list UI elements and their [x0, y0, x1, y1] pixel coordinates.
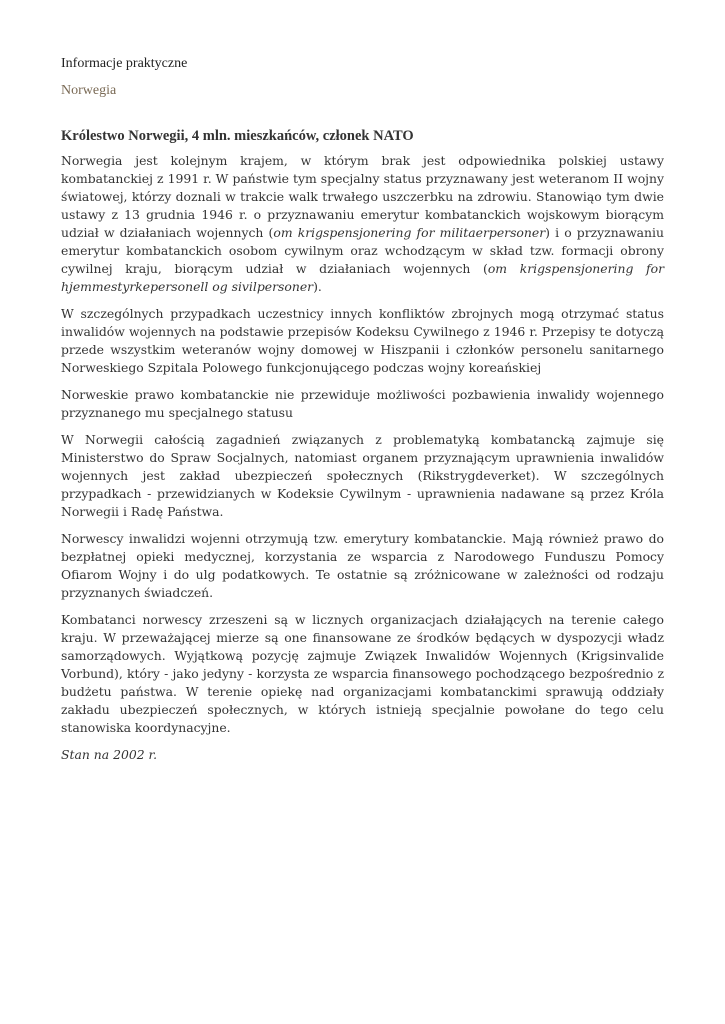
- document-page: [61, 54, 664, 764]
- section-label: Informacje praktyczne: [61, 56, 188, 71]
- paragraph-1-text-c: ) i o przyznawaniu emerytur kombatanckich osobom cywilnym oraz wchodzącym w skład tzw. formacji obrony cywilnej kraju, biorącym udział w działaniach wojennych (: [61, 225, 664, 276]
- paragraph-1-text-a: Norwegia jest kolejnym krajem, w którym brak jest odpowiednika polskiej ustawy kombatanckiej z 1991 r. W państwie tym specjalny status przyznawany jest weteranom II wojny światowej, którzy doznali w trakcie walk trwałego uszczerbku na zdrowiu. Stanowiąo tym dwie ustawy z 13 grudnia 1946 r. o przyznawaniu emerytur kombatanckich wojskowym biorącym udział w działaniach wojennych (: [61, 153, 664, 240]
- paragraph-1: [61, 152, 664, 296]
- article-title: Królestwo Norwegii, 4 mln. mieszkańców, członek NATO: [61, 128, 414, 144]
- paragraph-4: W Norwegii całością zagadnień związanych z problematyką kombatancką zajmuje się Ministerstwo do Spraw Socjalnych, natomiast organem przyznającym uprawnienia inwalidów wojennych jest zakład ubezpieczeń społecznych (Rikstrygdeverket). W szczególnych przypadkach - przewidzianych w Kodeksie Cywilnym - uprawnienia nadawane są przez Króla Norwegii i Radę Państwa.: [61, 432, 664, 519]
- paragraph-2: W szczególnych przypadkach uczestnicy innych konfliktów zbrojnych mogą otrzymać status inwalidów wojennych na podstawie przepisów Kodeksu Cywilnego z 1946 r. Przepisy te dotyczą przede wszystkim weteranów wojny domowej w Hiszpanii i członków personelu sanitarnego Norweskiego Szpitala Polowego funkcjonującego podczas wojny koreańskiej: [61, 306, 664, 375]
- country-label: Norwegia: [61, 83, 117, 98]
- paragraph-1-italic-term-1: om krigspensjonering for militaerpersoner: [273, 225, 546, 240]
- paragraph-1-text-e: ).: [313, 279, 322, 294]
- paragraph-3: Norweskie prawo kombatanckie nie przewiduje możliwości pozbawienia inwalidy wojennego przyznanego mu specjalnego statusu: [61, 387, 664, 420]
- date-note: Stan na 2002 r.: [61, 747, 158, 762]
- paragraph-5: Norwescy inwalidzi wojenni otrzymują tzw. emerytury kombatanckie. Mają również prawo do bezpłatnej opieki medycznej, korzystania ze wsparcia z Narodowego Funduszu Pomocy Ofiarom Wojny i do ulg podatkowych. Te ostatnie są zróżnicowane w zależności od rodzaju przyznanych świadczeń.: [61, 531, 664, 600]
- paragraph-1-italic-term-2: om krigspensjonering for hjemmestyrkepersonell og sivilpersoner: [61, 261, 664, 294]
- paragraph-6: Kombatanci norwescy zrzeszeni są w licznych organizacjach działających na terenie całego kraju. W przeważającej mierze są one finansowane ze środków będących w dyspozycji władz samorządowych. Wyjątkową pozycję zajmuje Związek Inwalidów Wojennych (Krigsinvalide Vorbund), który - jako jedyny - korzysta ze wsparcia finansowego pochodzącego bezpośrednio z budżetu państwa. W terenie opiekę nad organizacjami kombatanckimi sprawują oddziały zakładu ubezpieczeń społecznych, w których istnieją specjalnie powołane do tego celu stanowiska koordynacyjne.: [61, 612, 664, 735]
